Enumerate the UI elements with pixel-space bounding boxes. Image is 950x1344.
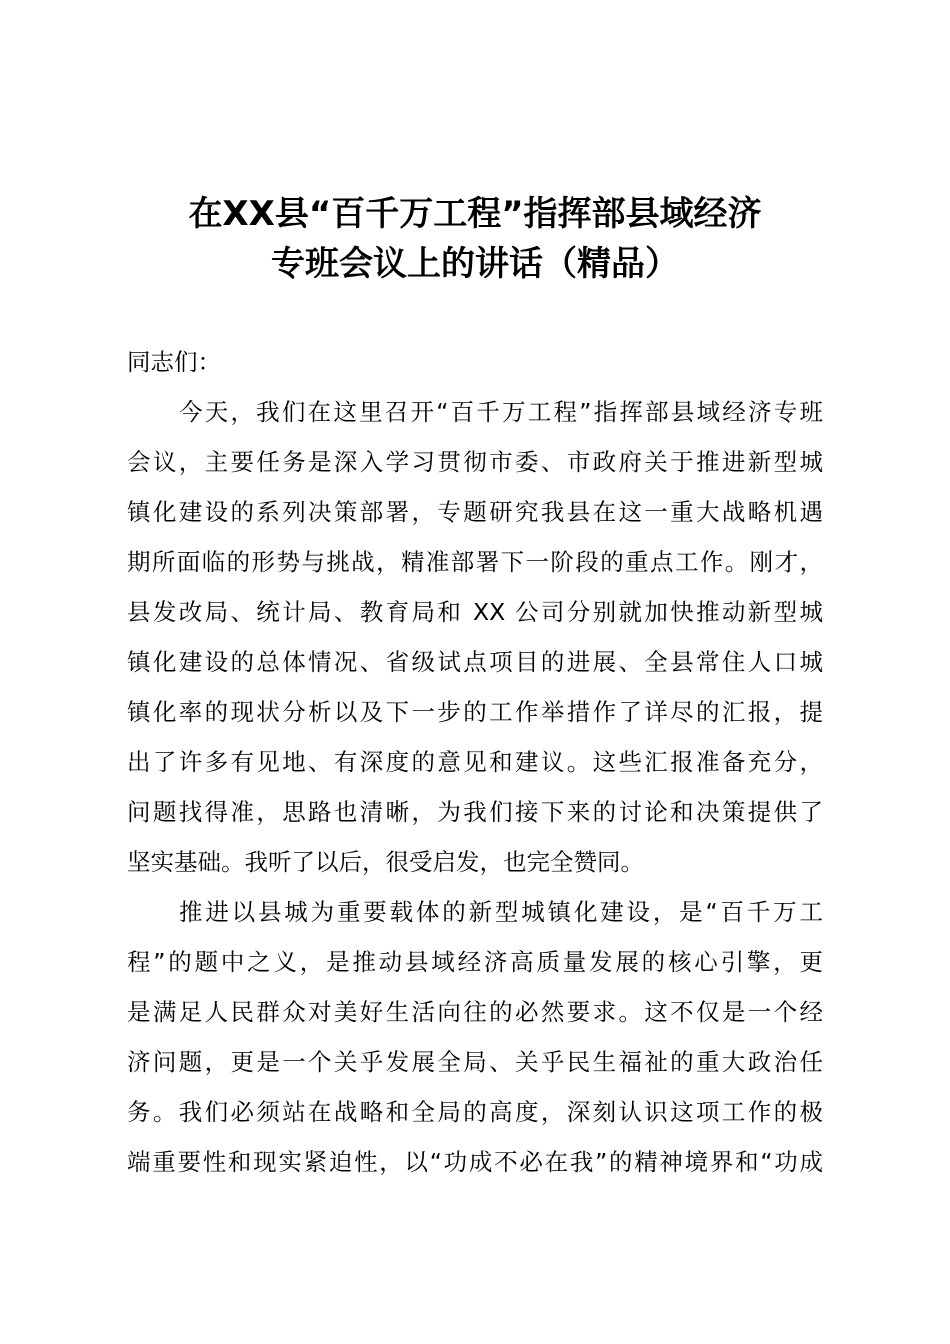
text-line: 是满足人民群众对美好生活向往的必然要求。这不仅是一个经 <box>127 998 823 1026</box>
text-line: 镇化建设的总体情况、省级试点项目的进展、全县常住人口城 <box>127 648 823 676</box>
text-line: 济问题，更是一个关乎发展全局、关乎民生福祉的重大政治任 <box>127 1048 823 1076</box>
text-line: 务。我们必须站在战略和全局的高度，深刻认识这项工作的极 <box>127 1098 823 1126</box>
text-line: 会议，主要任务是深入学习贯彻市委、市政府关于推进新型城 <box>127 448 823 476</box>
text-line: 程”的题中之义，是推动县域经济高质量发展的核心引擎，更 <box>127 948 823 976</box>
text-line: 坚实基础。我听了以后，很受启发，也完全赞同。 <box>127 848 644 876</box>
paragraph-2 <box>127 887 823 1187</box>
text-line: 出了许多有见地、有深度的意见和建议。这些汇报准备充分， <box>127 748 823 776</box>
text-line: 今天，我们在这里召开“百千万工程”指挥部县域经济专班 <box>179 398 823 426</box>
text-line: 镇化率的现状分析以及下一步的工作举措作了详尽的汇报，提 <box>127 698 823 726</box>
salutation: 同志们： <box>127 348 221 376</box>
document-title-line-1: 在XX县“百千万工程”指挥部县域经济 <box>188 194 762 234</box>
paragraph-1 <box>127 387 823 887</box>
text-line: 镇化建设的系列决策部署，专题研究我县在这一重大战略机遇 <box>127 498 823 526</box>
text-line: 端重要性和现实紧迫性，以“功成不必在我”的精神境界和“功成 <box>127 1148 823 1176</box>
text-line: 县发改局、统计局、教育局和 XX 公司分别就加快推动新型城 <box>127 598 823 626</box>
text-line: 推进以县城为重要载体的新型城镇化建设，是“百千万工 <box>179 898 823 926</box>
document-title-line-2: 专班会议上的讲话（精品） <box>271 244 679 284</box>
text-line: 问题找得准，思路也清晰，为我们接下来的讨论和决策提供了 <box>127 798 823 826</box>
document-body <box>127 337 823 1187</box>
text-line: 期所面临的形势与挑战，精准部署下一阶段的重点工作。刚才， <box>127 548 823 576</box>
